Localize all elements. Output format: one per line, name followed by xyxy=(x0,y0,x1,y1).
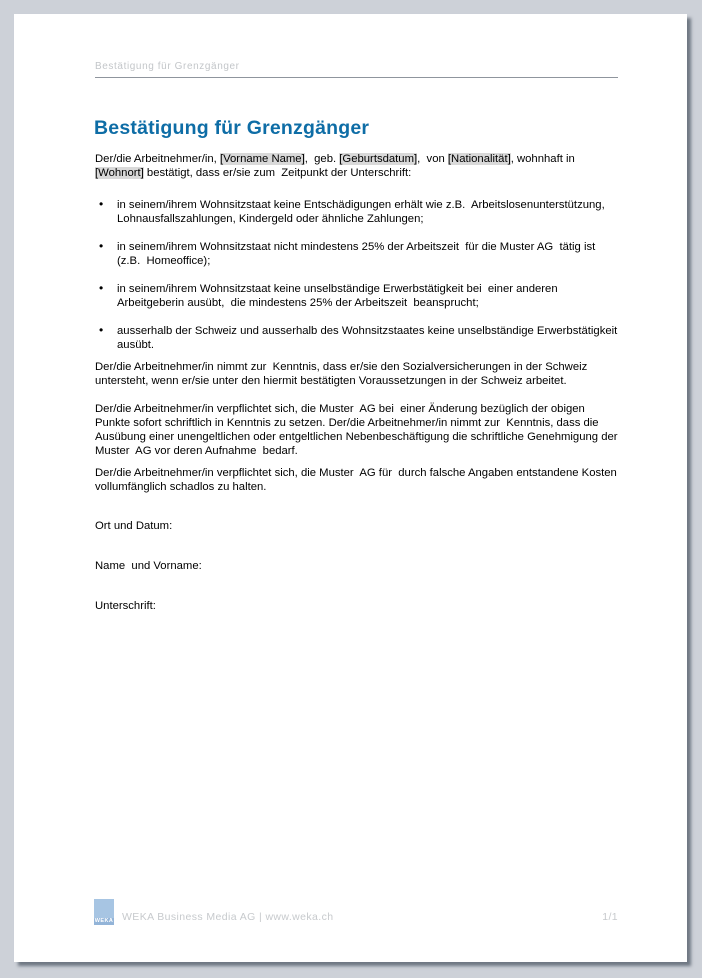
list-item: • in seinem/ihrem Wohnsitzstaat nicht mindestens 25% der Arbeitszeit für die Muster AG tätig ist (z.B. Homeoffice); xyxy=(95,240,621,268)
footer-page-number: 1/1 xyxy=(602,911,618,923)
signature-label-signature: Unterschrift: xyxy=(95,600,156,612)
intro-text: , von xyxy=(417,153,448,165)
intro-text: bestätigt, dass er/sie zum Zeitpunkt der Unterschrift: xyxy=(143,167,412,179)
list-item: • ausserhalb der Schweiz und ausserhalb des Wohnsitzstaates keine unselbständige Erwerbstätigkeit ausübt. xyxy=(95,324,621,352)
conditions-list xyxy=(95,198,621,352)
footer-company-line: WEKA Business Media AG | www.weka.ch xyxy=(122,911,334,923)
document-page xyxy=(14,14,687,962)
intro-text: , geb. xyxy=(304,153,340,165)
placeholder-vorname-name[interactable]: [Vorname Name] xyxy=(219,153,305,165)
header-divider xyxy=(95,77,618,78)
intro-text: Der/die Arbeitnehmer/in, xyxy=(95,153,220,165)
placeholder-geburtsdatum[interactable]: [Geburtsdatum] xyxy=(339,153,418,165)
list-item: • in seinem/ihrem Wohnsitzstaat keine Entschädigungen erhält wie z.B. Arbeitslosenunterstützung, Lohnausfallszahlungen, Kindergeld oder ähnliche Zahlungen; xyxy=(95,198,621,226)
list-item: • in seinem/ihrem Wohnsitzstaat keine unselbständige Erwerbstätigkeit bei einer anderen Arbeitgeberin ausübt, die mindestens 25% der Arbeitszeit beansprucht; xyxy=(95,282,621,310)
page-header-title: Bestätigung für Grenzgänger xyxy=(95,61,240,72)
intro-paragraph xyxy=(95,152,621,180)
placeholder-wohnort[interactable]: [Wohnort] xyxy=(95,167,144,179)
body-paragraph: Der/die Arbeitnehmer/in nimmt zur Kenntnis, dass er/sie den Sozialversicherungen in der Schweiz untersteht, wenn er/sie unter den hiermit bestätigten Voraussetzungen in der Schweiz arbeitet. xyxy=(95,361,591,387)
body-paragraph: Der/die Arbeitnehmer/in verpflichtet sich, die Muster AG für durch falsche Angaben entstandene Kosten vollumfänglich schadlos zu halten. xyxy=(95,467,620,493)
weka-logo-text: WEKA xyxy=(94,918,114,924)
page-title: Bestätigung für Grenzgänger xyxy=(94,117,370,140)
signature-label-place-date: Ort und Datum: xyxy=(95,520,173,532)
document-body xyxy=(95,152,621,613)
intro-text: , wohnhaft in xyxy=(510,153,578,165)
body-paragraph: Der/die Arbeitnehmer/in verpflichtet sich, die Muster AG bei einer Änderung bezüglich der obigen Punkte sofort schriftlich in Kenntnis zu setzen. Der/die Arbeitnehmer/in nimmt zur Kenntnis, dass die Ausübung einer unengeltlichen oder entgeltlichen Nebenbeschäftigung die schriftliche Genehmigung der Muster AG vor deren Aufnahme bedarf. xyxy=(95,403,621,457)
signature-label-name: Name und Vorname: xyxy=(95,560,202,572)
placeholder-nationalitaet[interactable]: [Nationalität] xyxy=(447,153,511,165)
